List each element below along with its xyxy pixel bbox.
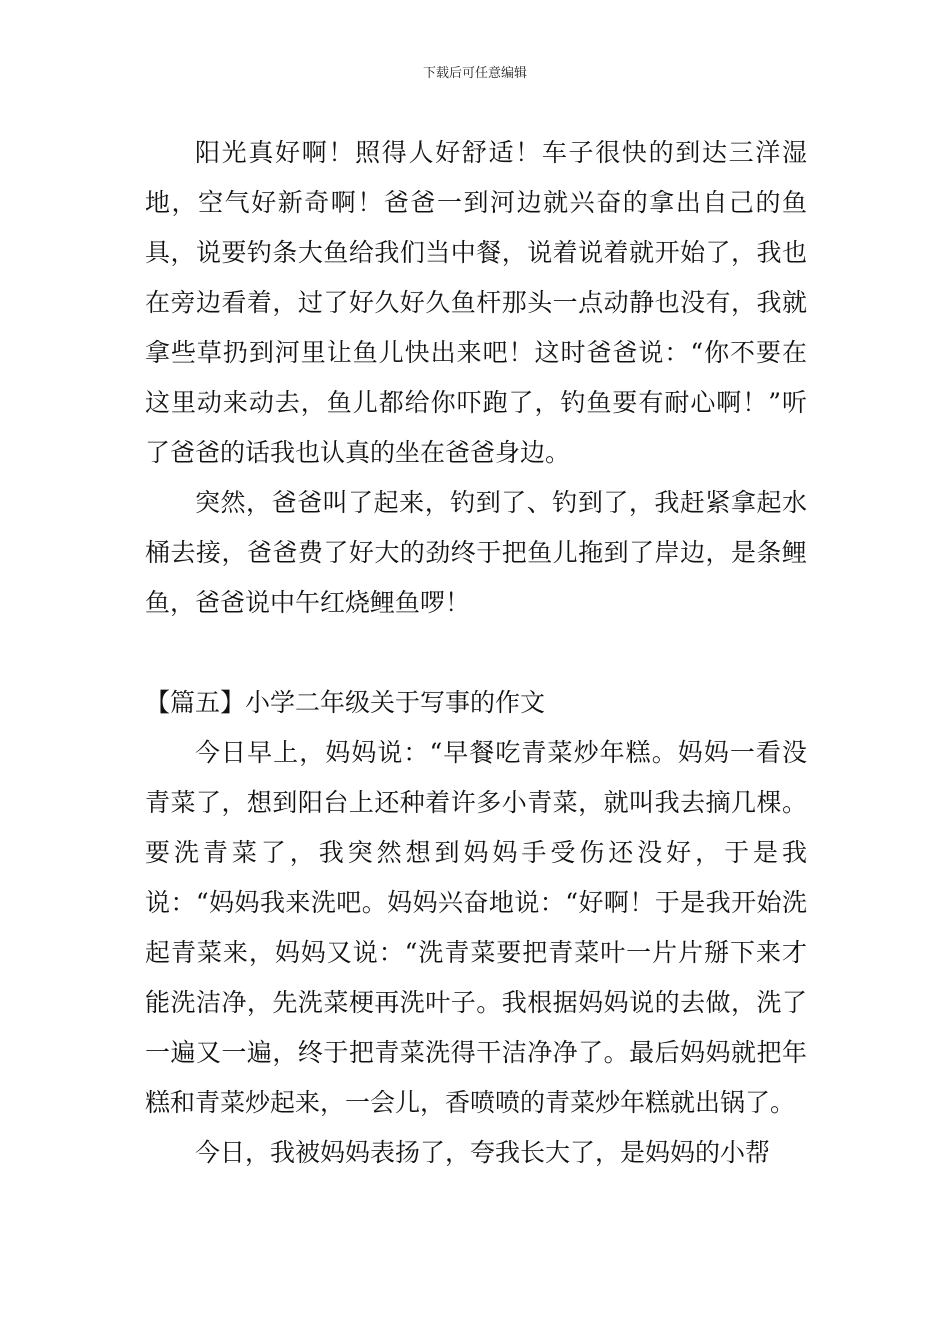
- paragraph-vegetables-1: 今日早上，妈妈说：“早餐吃青菜炒年糕。妈妈一看没青菜了，想到阳台上还种着许多小青菜，就叫我去摘几棵。要洗青菜了，我突然想到妈妈手受伤还没好，于是我说：“妈妈我来洗吧。妈妈兴奋地说：“好啊！于是我开始洗起青菜来，妈妈又说：“洗青菜要把青菜叶一片片掰下来才能洗洁净，先洗菜梗再洗叶子。我根据妈妈说的去做，洗了一遍又一遍，终于把青菜洗得干洁净净了。最后妈妈就把年糕和青菜炒起来，一会儿，香喷喷的青菜炒年糕就出锅了。: [145, 738, 807, 1117]
- page-header: 下载后可任意编辑: [422, 66, 527, 81]
- document-body: [145, 128, 807, 1178]
- paragraph-fishing-1: 阳光真好啊！照得人好舒适！车子很快的到达三洋湿地，空气好新奇啊！爸爸一到河边就兴奋的拿出自己的鱼具，说要钓条大鱼给我们当中餐，说着说着就开始了，我也在旁边看着，过了好久好久鱼杆那头一点动静也没有，我就拿些草扔到河里让鱼儿快出来吧！这时爸爸说：“你不要在这里动来动去，鱼儿都给你吓跑了，钓鱼要有耐心啊！”听了爸爸的话我也认真的坐在爸爸身边。: [145, 138, 807, 467]
- section-heading: 【篇五】小学二年级关于写事的作文: [145, 688, 546, 717]
- section-gap: [145, 628, 807, 678]
- paragraph-vegetables-2: 今日，我被妈妈表扬了，夸我长大了，是妈妈的小帮: [195, 1138, 771, 1167]
- paragraph-fishing-2: 突然，爸爸叫了起来，钓到了、钓到了，我赶紧拿起水桶去接，爸爸费了好大的劲终于把鱼儿拖到了岸边，是条鲤鱼，爸爸说中午红烧鲤鱼啰！: [145, 488, 807, 617]
